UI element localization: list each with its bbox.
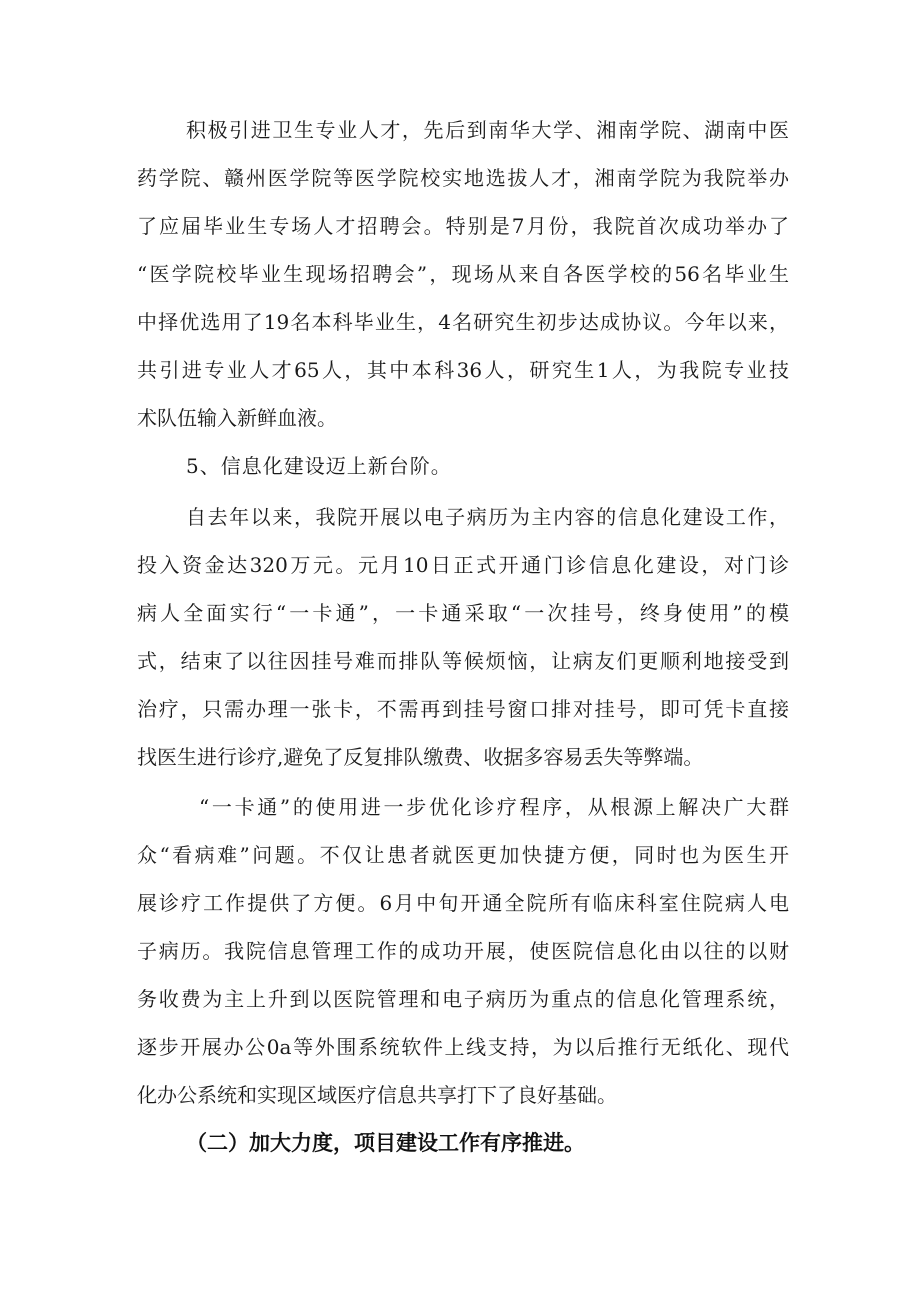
paragraph-3-line-1: “一卡通”的使用进一步优化诊疗程序，从根源上解决广大群 bbox=[199, 795, 789, 819]
paragraph-1-line-2: 药学院、赣州医学院等医学院校实地选拔人才，湘南学院为我院举办 bbox=[137, 166, 789, 190]
paragraph-3-line-3: 展诊疗工作提供了方便。6月中旬开通全院所有临床科室住院病人电 bbox=[137, 891, 789, 915]
paragraph-1-line-7: 术队伍输入新鲜血液。 bbox=[137, 406, 337, 430]
paragraph-1-line-5: 中择优选用了19名本科毕业生，4名研究生初步达成协议。今年以来， bbox=[137, 310, 789, 334]
paragraph-3-line-5: 务收费为主上升到以医院管理和电子病历为重点的信息化管理系统， bbox=[137, 987, 789, 1011]
paragraph-2-line-2: 投入资金达320万元。元月10日正式开通门诊信息化建设，对门诊 bbox=[137, 553, 789, 577]
paragraph-3-line-6: 逐步开展办公0a等外围系统软件上线支持，为以后推行无纸化、现代 bbox=[137, 1035, 789, 1059]
item-heading: 5、信息化建设迈上新台阶。 bbox=[186, 454, 452, 478]
section-heading: （二）加大力度，项目建设工作有序推进。 bbox=[186, 1131, 585, 1155]
paragraph-1-line-3: 了应届毕业生专场人才招聘会。特别是7月份，我院首次成功举办了 bbox=[137, 214, 789, 238]
paragraph-2-line-5: 治疗，只需办理一张卡，不需再到挂号窗口排对挂号，即可凭卡直接 bbox=[137, 697, 789, 721]
paragraph-1-line-4: “医学院校毕业生现场招聘会”，现场从来自各医学校的56名毕业生 bbox=[137, 262, 789, 286]
paragraph-3-line-7: 化办公系统和实现区域医疗信息共享打下了良好基础。 bbox=[137, 1083, 617, 1107]
paragraph-2-line-3: 病人全面实行“一卡通”，一卡通采取“一次挂号，终身使用”的模 bbox=[137, 601, 789, 625]
paragraph-3-line-4: 子病历。我院信息管理工作的成功开展，使医院信息化由以往的以财 bbox=[137, 939, 789, 963]
paragraph-2-line-1: 自去年以来，我院开展以电子病历为主内容的信息化建设工作， bbox=[186, 505, 789, 529]
paragraph-1-line-1: 积极引进卫生专业人才，先后到南华大学、湘南学院、湖南中医 bbox=[186, 118, 789, 142]
paragraph-2-line-4: 式，结束了以往因挂号难而排队等候烦恼，让病友们更顺利地接受到 bbox=[137, 649, 789, 673]
paragraph-1-line-6: 共引进专业人才65人，其中本科36人，研究生1人，为我院专业技 bbox=[137, 358, 789, 382]
paragraph-3-line-2: 众“看病难”问题。不仅让患者就医更加快捷方便，同时也为医生开 bbox=[137, 843, 789, 867]
paragraph-2-line-6: 找医生进行诊疗,避免了反复排队缴费、收据多容易丢失等弊端。 bbox=[137, 745, 704, 769]
